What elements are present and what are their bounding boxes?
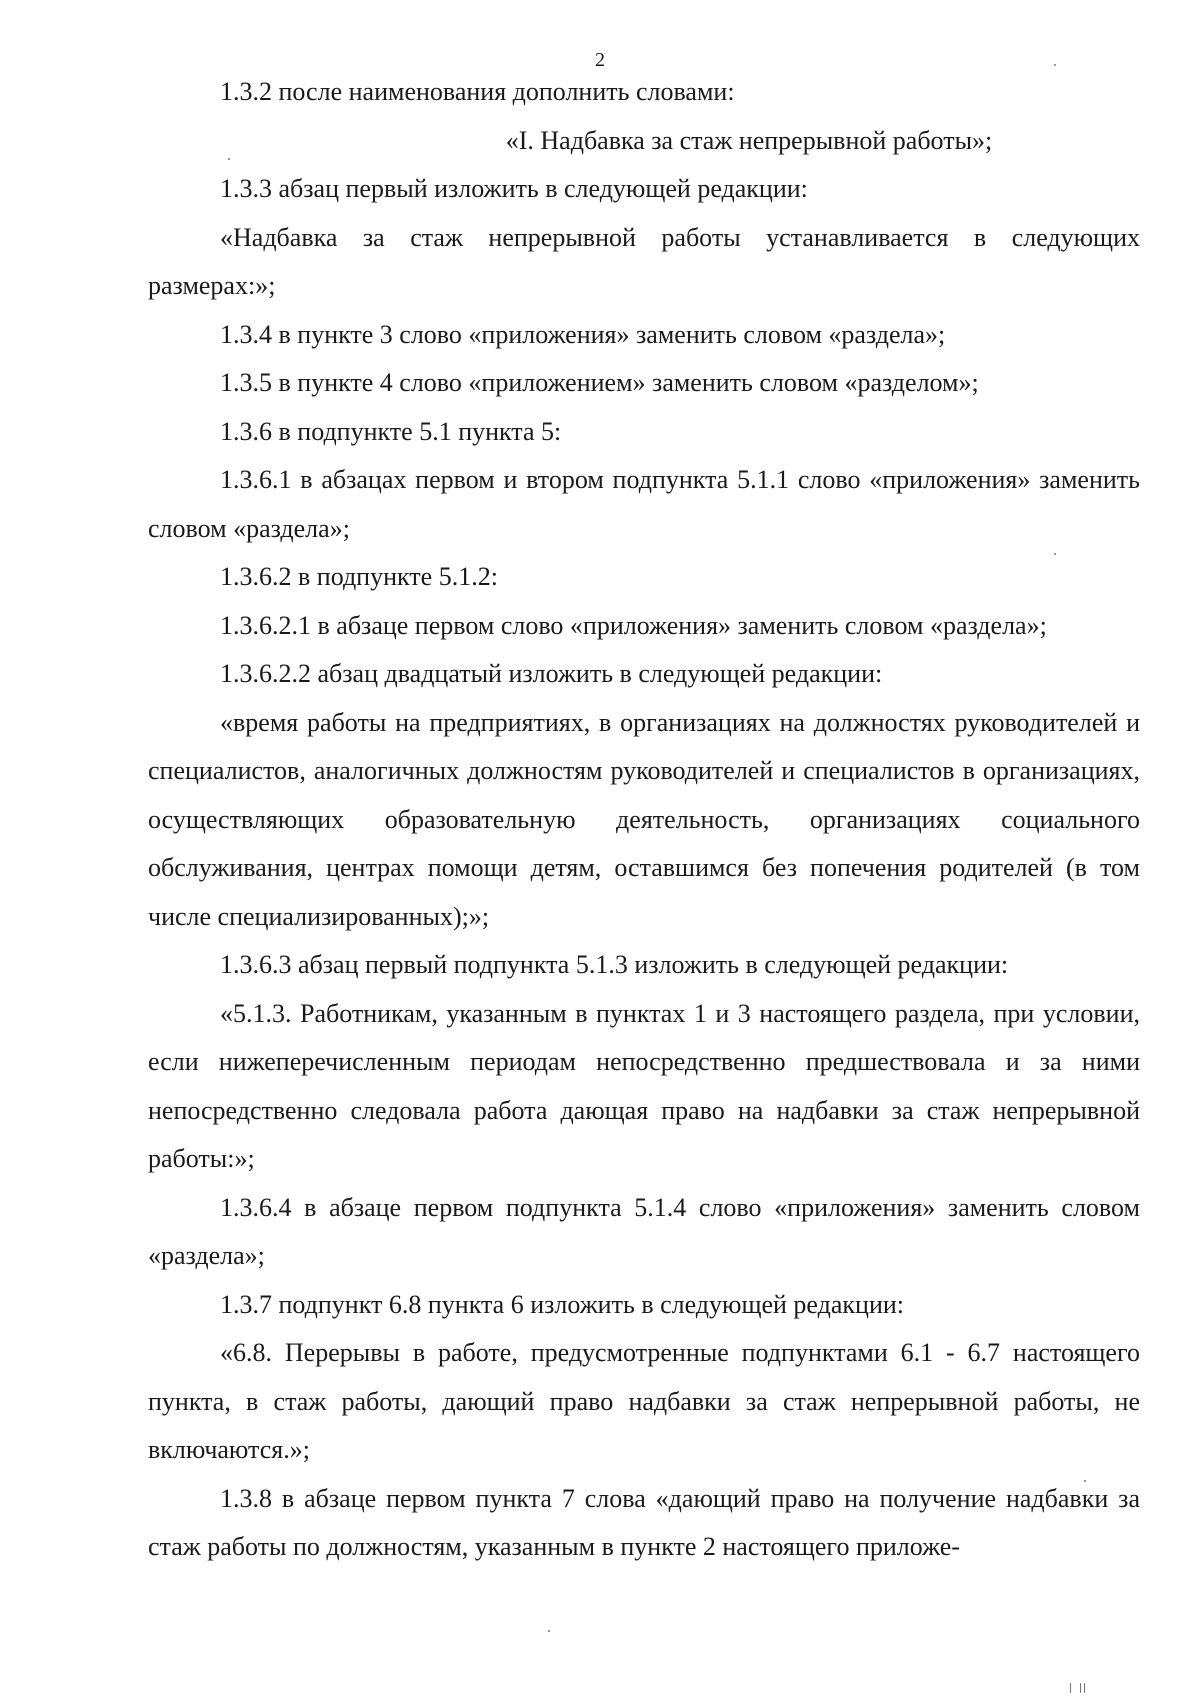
paragraph-quote-sizes: «Надбавка за стаж непрерывной работы устанавливается в следующих размерах:»; <box>148 222 1140 300</box>
scan-speck <box>1084 1683 1085 1693</box>
scan-speck <box>548 1630 550 1632</box>
page-number: 2 <box>595 49 605 71</box>
paragraph-1-3-8: 1.3.8 в абзаце первом пункта 7 слова «дающий право на получение надбавки за стаж работы по должностям, указанным в пункте 2 настоящего приложе- <box>148 1483 1140 1561</box>
paragraph-1-3-3: 1.3.3 абзац первый изложить в следующей редакции: <box>220 174 808 203</box>
paragraph-1-3-2: 1.3.2 после наименования дополнить словами: <box>220 77 735 106</box>
paragraph-1-3-6-2-1: 1.3.6.2.1 в абзаце первом слово «приложения» заменить словом «раздела»; <box>220 610 1047 640</box>
paragraph-1-3-6-4: 1.3.6.4 в абзаце первом подпункта 5.1.4 слово «приложения» заменить словом «раздела»; <box>148 1192 1140 1270</box>
paragraph-1-3-6-2: 1.3.6.2 в подпункте 5.1.2: <box>220 562 498 591</box>
paragraph-quote-5-1-3: «5.1.3. Работникам, указанным в пунктах 1 и 3 настоящего раздела, при условии, если нижеперечисленным периодам непосредственно предшествовала и за ними непосредственно следовала работа дающая право на надбавки за стаж непрерывной работы:»; <box>148 998 1140 1173</box>
document-body <box>148 68 1140 1572</box>
paragraph-1-3-4: 1.3.4 в пункте 3 слово «приложения» заменить словом «раздела»; <box>220 319 946 349</box>
paragraph-1-3-6-3: 1.3.6.3 абзац первый подпункта 5.1.3 изложить в следующей редакции: <box>220 950 1009 979</box>
paragraph-1-3-6: 1.3.6 в подпункте 5.1 пункта 5: <box>220 416 562 446</box>
paragraph-1-3-6-1: 1.3.6.1 в абзацах первом и втором подпункта 5.1.1 слово «приложения» заменить словом «раздела»; <box>148 465 1140 543</box>
scan-speck <box>1080 1683 1081 1693</box>
scan-speck <box>1084 1480 1086 1482</box>
scan-speck <box>228 158 230 160</box>
paragraph-heading-insert: «I. Надбавка за стаж непрерывной работы»; <box>505 125 993 155</box>
scan-speck <box>1070 1683 1071 1693</box>
paragraph-1-3-5: 1.3.5 в пункте 4 слово «приложением» заменить словом «разделом»; <box>220 368 979 397</box>
paragraph-quote-work-time: «время работы на предприятиях, в организациях на должностях руководителей и специалистов, аналогичных должностям руководителей и специалистов в организациях, осуществляющих образовательную деятельность, организациях социального обслуживания, центрах помощи детям, оставшимся без попечения родителей (в том числе специализированных);»; <box>148 707 1140 931</box>
paragraph-1-3-6-2-2: 1.3.6.2.2 абзац двадцатый изложить в следующей редакции: <box>220 659 883 688</box>
paragraph-1-3-7: 1.3.7 подпункт 6.8 пункта 6 изложить в следующей редакции: <box>220 1289 904 1319</box>
scan-speck <box>1054 64 1056 66</box>
paragraph-quote-6-8: «6.8. Перерывы в работе, предусмотренные подпунктами 6.1 - 6.7 настоящего пункта, в стаж работы, дающий право надбавки за стаж непрерывной работы, не включаются.»; <box>148 1338 1140 1464</box>
scan-speck <box>1054 553 1056 555</box>
